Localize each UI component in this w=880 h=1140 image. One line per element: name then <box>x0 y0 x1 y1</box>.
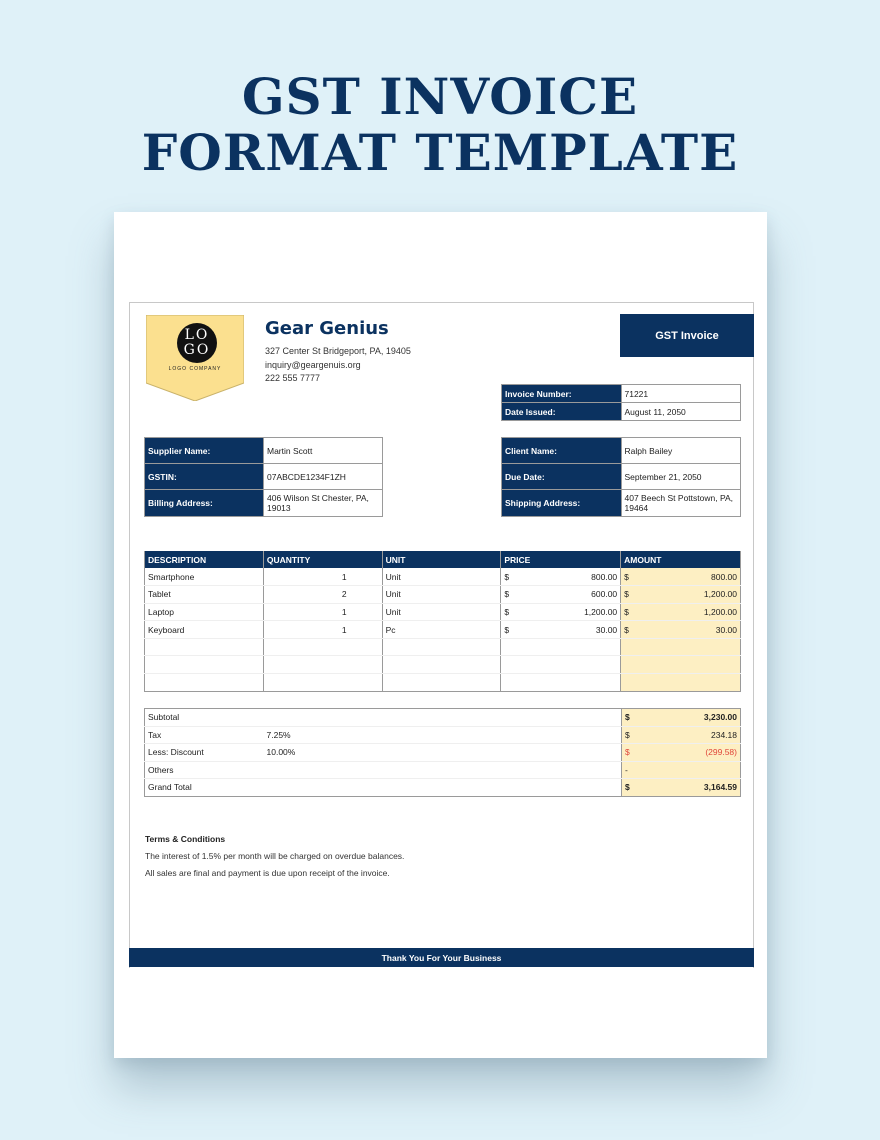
table-row <box>145 586 741 604</box>
currency-symbol: - <box>625 764 628 775</box>
price-value: 1,200.00 <box>584 606 618 617</box>
header-description: DESCRIPTION <box>145 551 264 568</box>
item-description: Tablet <box>145 586 264 604</box>
grand-total-rate <box>264 779 383 797</box>
discount-label: Less: Discount <box>145 744 264 762</box>
item-quantity: 1 <box>263 621 382 639</box>
item-amount <box>621 568 741 586</box>
invoice-number-value: 71221 <box>621 385 741 403</box>
company-phone: 222 555 7777 <box>265 373 321 383</box>
others-label: Others <box>145 761 264 779</box>
supplier-name-label: Supplier Name: <box>145 438 264 464</box>
shipping-address-label: Shipping Address: <box>502 490 622 517</box>
date-issued-label: Date Issued: <box>502 403 622 421</box>
supplier-name-row <box>145 438 383 464</box>
due-date-value: September 21, 2050 <box>621 464 741 490</box>
item-quantity: 1 <box>263 603 382 621</box>
others-rate <box>264 761 383 779</box>
item-description: Smartphone <box>145 568 264 586</box>
table-row-empty <box>145 638 741 656</box>
gstin-row <box>145 464 383 490</box>
table-row-empty <box>145 674 741 692</box>
tax-row <box>145 726 741 744</box>
subtotal-amount <box>622 709 741 727</box>
footer-banner: Thank You For Your Business <box>129 948 754 967</box>
totals-table <box>144 708 741 797</box>
date-issued-value: August 11, 2050 <box>621 403 741 421</box>
billing-address-row <box>145 490 383 517</box>
invoice-number-label: Invoice Number: <box>502 385 622 403</box>
items-header-row <box>145 551 741 568</box>
header-unit: UNIT <box>382 551 501 568</box>
items-table <box>144 551 741 692</box>
billing-address-value: 406 Wilson St Chester, PA, 19013 <box>264 490 383 517</box>
table-row <box>145 603 741 621</box>
header-amount: AMOUNT <box>621 551 741 568</box>
terms-title: Terms & Conditions <box>145 834 226 844</box>
company-address: 327 Center St Bridgeport, PA, 19405 <box>265 346 411 356</box>
invoice-number-row <box>502 385 741 403</box>
currency-symbol: $ <box>624 589 629 600</box>
others-amount <box>622 761 741 779</box>
amount-value: 1,200.00 <box>703 606 737 617</box>
grand-total-amount <box>622 779 741 797</box>
grand-total-row <box>145 779 741 797</box>
terms-line-2: All sales are final and payment is due upon receipt of the invoice. <box>145 868 390 878</box>
currency-symbol: $ <box>504 624 510 635</box>
subtotal-value: 3,230.00 <box>703 712 737 723</box>
tax-amount <box>622 726 741 744</box>
logo-text-top: LO <box>184 327 210 343</box>
client-name-value: Ralph Bailey <box>621 438 741 464</box>
item-amount <box>621 586 741 604</box>
due-date-row <box>502 464 741 490</box>
currency-symbol: $ <box>625 747 630 758</box>
terms-line-1: The interest of 1.5% per month will be charged on overdue balances. <box>145 851 405 861</box>
client-name-label: Client Name: <box>502 438 622 464</box>
discount-row <box>145 744 741 762</box>
shipping-address-value: 407 Beech St Pottstown, PA, 19464 <box>621 490 741 517</box>
item-description: Keyboard <box>145 621 264 639</box>
currency-symbol: $ <box>625 712 630 723</box>
tax-label: Tax <box>145 726 264 744</box>
tax-rate: 7.25% <box>264 726 383 744</box>
price-value: 30.00 <box>595 624 618 635</box>
logo-text-bottom: GO <box>183 342 211 358</box>
table-row <box>145 568 741 586</box>
currency-symbol: $ <box>504 571 510 582</box>
date-issued-row <box>502 403 741 421</box>
subtotal-rate <box>264 709 383 727</box>
subtotal-label: Subtotal <box>145 709 264 727</box>
currency-symbol: $ <box>624 606 629 617</box>
gstin-value: 07ABCDE1234F1ZH <box>264 464 383 490</box>
item-amount <box>621 621 741 639</box>
page-headline-line1: GST INVOICE <box>241 67 639 126</box>
client-name-row <box>502 438 741 464</box>
subtotal-row <box>145 709 741 727</box>
discount-value: (299.58) <box>705 747 737 758</box>
amount-value: 800.00 <box>711 571 737 582</box>
gstin-label: GSTIN: <box>145 464 264 490</box>
item-unit: Pc <box>382 621 501 639</box>
header-quantity: QUANTITY <box>263 551 382 568</box>
grand-total-value: 3,164.59 <box>703 782 737 793</box>
discount-amount <box>622 744 741 762</box>
header-price: PRICE <box>501 551 621 568</box>
supplier-name-value: Martin Scott <box>264 438 383 464</box>
item-price <box>501 621 621 639</box>
item-description: Laptop <box>145 603 264 621</box>
logo-icon <box>177 323 217 363</box>
client-table <box>501 437 741 517</box>
company-email: inquiry@geargenuis.org <box>265 360 361 370</box>
grand-total-label: Grand Total <box>148 782 192 793</box>
gst-invoice-banner: GST Invoice <box>620 314 754 357</box>
tax-value: 234.18 <box>711 729 737 740</box>
supplier-table <box>144 437 383 517</box>
due-date-label: Due Date: <box>502 464 622 490</box>
invoice-meta-table <box>501 384 741 421</box>
item-price <box>501 568 621 586</box>
company-name: Gear Genius <box>265 318 389 339</box>
discount-rate: 10.00% <box>264 744 383 762</box>
page-headline-line2: FORMAT TEMPLATE <box>141 123 739 182</box>
others-row <box>145 761 741 779</box>
table-row-empty <box>145 656 741 674</box>
billing-address-label: Billing Address: <box>145 490 264 517</box>
currency-symbol: $ <box>625 782 630 793</box>
item-unit: Unit <box>382 603 501 621</box>
item-unit: Unit <box>382 586 501 604</box>
price-value: 800.00 <box>591 571 618 582</box>
logo-subtitle: LOGO COMPANY <box>168 366 222 372</box>
table-row <box>145 621 741 639</box>
item-quantity: 2 <box>263 586 382 604</box>
currency-symbol: $ <box>624 571 629 582</box>
shipping-address-row <box>502 490 741 517</box>
amount-value: 1,200.00 <box>703 589 737 600</box>
item-amount <box>621 603 741 621</box>
currency-symbol: $ <box>504 606 510 617</box>
item-unit: Unit <box>382 568 501 586</box>
item-price <box>501 603 621 621</box>
currency-symbol: $ <box>504 589 510 600</box>
price-value: 600.00 <box>591 589 618 600</box>
item-quantity: 1 <box>263 568 382 586</box>
currency-symbol: $ <box>624 624 629 635</box>
item-price <box>501 586 621 604</box>
amount-value: 30.00 <box>715 624 737 635</box>
currency-symbol: $ <box>625 729 630 740</box>
